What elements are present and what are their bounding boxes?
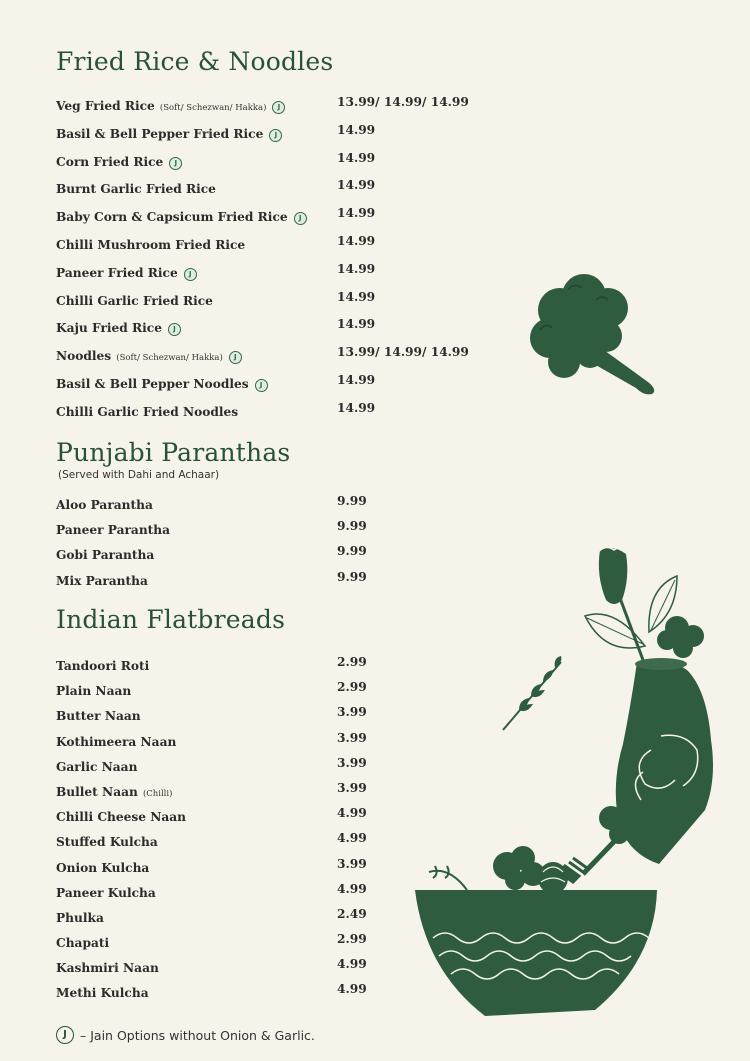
menu-item [56,151,476,179]
menu-item-price: 4.99 [337,806,367,821]
menu-item-name: Basil & Bell Pepper Fried Rice [56,126,264,141]
menu-item-price: 9.99 [337,494,367,508]
menu-item-name: Veg Fried Rice [56,99,155,113]
menu-item-name: Chapati [56,936,110,951]
jain-legend-text: – Jain Options without Onion & Garlic. [80,1027,315,1043]
menu-item-name: Mix Parantha [56,573,148,588]
menu-item [56,806,476,831]
menu-item-name: Noodles [56,349,112,364]
menu-item [56,95,476,123]
flatbreads-list [56,655,476,1008]
menu-item [56,519,476,544]
menu-item-name: Baby Corn & Capsicum Fried Rice [56,210,288,225]
menu-item [56,932,476,957]
menu-item-name: Stuffed Kulcha [56,835,158,850]
broccoli-illustration [520,270,665,395]
menu-item [56,373,476,401]
menu-item [56,317,476,345]
menu-item [56,544,476,569]
menu-item-name: Paneer Kulcha [56,885,156,900]
menu-item [56,907,476,932]
menu-item [56,570,476,595]
menu-item-price: 2.99 [337,680,367,695]
menu-item [56,234,476,262]
menu-item [56,123,476,151]
menu-item [56,206,476,234]
paranthas-list [56,494,476,595]
menu-item [56,705,476,730]
section-title-punjabi-paranthas: Punjabi Paranthas [56,438,291,467]
menu-item-name: Methi Kulcha [56,986,149,1001]
menu-item-note: (Soft/ Schezwan/ Hakka) [116,353,223,364]
menu-item [56,680,476,705]
menu-item [56,756,476,781]
section-title-fried-rice-noodles: Fried Rice & Noodles [56,47,334,76]
menu-item-name: Tandoori Roti [56,659,150,673]
menu-item-price: 14.99 [337,233,376,248]
menu-item-price: 2.99 [337,655,367,669]
menu-item-price: 14.99 [337,289,376,304]
menu-item-name: Garlic Naan [56,759,138,774]
jain-option-icon: J [168,323,181,336]
jain-option-icon: J [229,351,242,364]
menu-item-name: Paneer Parantha [56,523,171,538]
menu-item-name: Phulka [56,910,104,925]
menu-item-price: 14.99 [337,122,376,137]
menu-item-price: 13.99/ 14.99/ 14.99 [337,345,469,360]
menu-item [56,262,476,290]
menu-item-name: Kothimeera Naan [56,734,177,749]
menu-item-name: Corn Fried Rice [56,154,164,169]
jain-option-icon: J [294,212,307,225]
menu-item-price: 3.99 [337,730,367,745]
menu-item [56,494,476,519]
menu-item-name: Burnt Garlic Fried Rice [56,182,216,197]
menu-item [56,982,476,1007]
menu-item [56,781,476,806]
menu-item-name: Gobi Parantha [56,548,155,563]
menu-item-price: 14.99 [337,206,376,221]
menu-item-price: 13.99/ 14.99/ 14.99 [337,95,469,109]
menu-item [56,178,476,206]
fried-rice-list [56,95,476,429]
section-title-indian-flatbreads: Indian Flatbreads [56,605,286,634]
menu-item-price: 4.99 [337,881,367,896]
hand-with-vegetables-and-bowl-illustration [415,540,720,1025]
menu-item-price: 14.99 [337,178,376,193]
menu-item-name: Plain Naan [56,684,132,699]
menu-item [56,401,476,429]
menu-item [56,882,476,907]
menu-item-name: Paneer Fried Rice [56,265,178,280]
menu-item [56,655,476,680]
menu-item-name: Onion Kulcha [56,860,150,875]
menu-item [56,345,476,373]
jain-symbol-icon: J [56,1026,74,1044]
section-subtitle-paranthas: (Served with Dahi and Achaar) [58,469,220,481]
menu-item-price: 4.99 [337,831,367,846]
menu-item-price: 4.99 [337,982,367,997]
menu-item-name: Kaju Fried Rice [56,321,162,336]
jain-option-icon: J [255,379,268,392]
menu-item-price: 2.49 [337,906,367,921]
menu-item-name: Kashmiri Naan [56,961,159,976]
menu-item-price: 14.99 [337,400,376,415]
jain-option-icon: J [269,129,282,142]
menu-item-price: 3.99 [337,856,367,871]
menu-item-name: Bullet Naan [56,784,138,799]
menu-item-price: 4.99 [337,957,367,972]
menu-item [56,957,476,982]
menu-item [56,857,476,882]
menu-item-name: Chilli Garlic Fried Rice [56,293,213,308]
menu-item [56,731,476,756]
menu-item-note: (Soft/ Schezwan/ Hakka) [159,103,267,113]
menu-item-note: (Chilli) [142,788,173,799]
menu-item-name: Butter Naan [56,709,141,724]
menu-item-price: 9.99 [337,569,367,584]
menu-item-name: Basil & Bell Pepper Noodles [56,376,249,391]
menu-item [56,831,476,856]
menu-item-price: 2.99 [337,932,367,947]
menu-item-price: 14.99 [337,372,376,387]
menu-item-price: 9.99 [337,544,367,559]
jain-option-icon: J [272,101,285,114]
menu-item-name: Chilli Cheese Naan [56,810,187,825]
menu-item-name: Aloo Parantha [56,498,153,512]
menu-item-price: 3.99 [337,705,367,720]
menu-item-name: Chilli Mushroom Fried Rice [56,237,246,252]
menu-item-price: 14.99 [337,261,376,276]
jain-option-icon: J [184,268,197,281]
menu-item-price: 14.99 [337,317,376,332]
jain-option-icon: J [169,157,182,170]
menu-item-price: 3.99 [337,780,367,795]
jain-legend [56,1026,315,1044]
menu-item-name: Chilli Garlic Fried Noodles [56,404,239,419]
menu-item-price: 14.99 [337,150,376,165]
menu-item-price: 3.99 [337,755,367,770]
menu-item [56,290,476,318]
menu-item-price: 9.99 [337,519,367,534]
